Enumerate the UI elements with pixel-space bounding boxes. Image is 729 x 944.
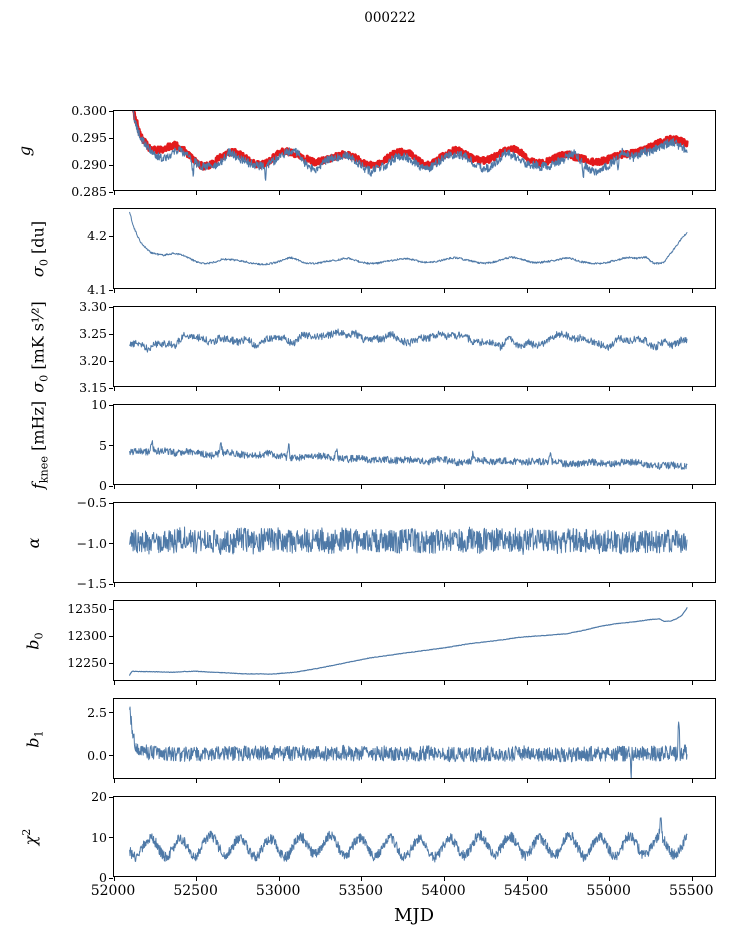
x-tick-mark: [279, 387, 280, 391]
x-tick-mark: [609, 387, 610, 391]
x-tick-label: 54000: [421, 883, 466, 899]
y-tick-label: 3.25: [79, 325, 107, 341]
y-tick-label: −1.0: [76, 535, 107, 551]
y-tick-label: 2.5: [87, 704, 107, 720]
x-tick-mark: [609, 779, 610, 783]
y-tick-label: 0.300: [71, 102, 107, 118]
y-tick-mark: [109, 712, 113, 713]
panel-2: [87, 208, 716, 297]
y-tick-mark: [109, 192, 113, 193]
x-tick-mark: [444, 779, 445, 783]
x-tick-mark: [114, 583, 115, 587]
x-tick-mark: [114, 779, 115, 783]
y-tick-mark: [109, 636, 113, 637]
panel-7: [87, 698, 716, 779]
y-tick-mark: [109, 837, 113, 838]
x-tick-mark: [361, 681, 362, 685]
y-tick-label: 3.20: [79, 352, 107, 368]
x-tick-mark: [114, 191, 115, 195]
x-tick-mark: [196, 191, 197, 195]
y-tick-mark: [109, 165, 113, 166]
series-g-blue: [130, 111, 687, 180]
x-tick-mark: [361, 485, 362, 489]
y-axis-label-4: $f_{knee}$ [mHz]: [28, 400, 51, 489]
x-tick-mark: [196, 485, 197, 489]
x-tick-label: 53000: [255, 883, 301, 899]
x-tick-mark: [692, 583, 693, 587]
y-tick-mark: [109, 405, 113, 406]
series-b0: [130, 608, 687, 675]
x-tick-mark: [279, 877, 280, 881]
x-tick-mark: [114, 877, 115, 881]
x-tick-label: 54500: [503, 883, 549, 899]
x-tick-mark: [444, 681, 445, 685]
figure-title: 000222: [364, 10, 416, 26]
x-tick-mark: [361, 877, 362, 881]
y-tick-mark: [109, 878, 113, 879]
x-tick-mark: [692, 191, 693, 195]
x-tick-mark: [609, 485, 610, 489]
series-fknee: [130, 441, 687, 470]
y-axis-label-1: g: [15, 145, 34, 156]
y-tick-mark: [109, 138, 113, 139]
x-tick-mark: [114, 387, 115, 391]
x-tick-mark: [527, 681, 528, 685]
x-tick-mark: [279, 583, 280, 587]
x-tick-mark: [527, 485, 528, 489]
panel-8: [91, 788, 716, 885]
x-axis-label: MJD: [393, 905, 435, 926]
x-tick-mark: [527, 877, 528, 881]
series-chi2: [130, 818, 687, 862]
x-tick-mark: [196, 387, 197, 391]
panel-4: [91, 396, 716, 493]
y-tick-label: −0.5: [76, 494, 107, 510]
x-tick-label: 55500: [668, 883, 714, 899]
x-tick-mark: [196, 583, 197, 587]
y-tick-label: 4.1: [87, 281, 107, 297]
x-tick-mark: [692, 779, 693, 783]
x-tick-mark: [361, 779, 362, 783]
y-tick-label: 0.295: [71, 129, 107, 145]
x-tick-mark: [279, 681, 280, 685]
x-tick-mark: [361, 191, 362, 195]
y-tick-mark: [109, 609, 113, 610]
x-tick-mark: [361, 289, 362, 293]
y-tick-label: 20: [91, 788, 107, 804]
series-sigma0-mks: [130, 329, 687, 352]
y-tick-label: 0.0: [87, 747, 107, 763]
x-tick-mark: [527, 583, 528, 587]
x-tick-mark: [527, 779, 528, 783]
y-tick-label: 12300: [67, 627, 107, 643]
panel-6: [67, 600, 716, 681]
x-tick-mark: [361, 583, 362, 587]
y-tick-label: 12350: [67, 600, 107, 616]
x-tick-mark: [444, 583, 445, 587]
x-tick-mark: [114, 485, 115, 489]
panel-5: [76, 494, 716, 591]
x-tick-mark: [196, 681, 197, 685]
y-tick-label: 0: [99, 869, 107, 885]
x-tick-mark: [196, 289, 197, 293]
x-tick-mark: [279, 779, 280, 783]
y-tick-mark: [109, 584, 113, 585]
y-tick-mark: [109, 663, 113, 664]
x-tick-mark: [196, 779, 197, 783]
x-tick-mark: [279, 485, 280, 489]
y-tick-mark: [109, 755, 113, 756]
x-tick-mark: [444, 289, 445, 293]
y-tick-mark: [109, 486, 113, 487]
x-tick-mark: [692, 681, 693, 685]
y-tick-label: 5: [99, 437, 107, 453]
x-tick-mark: [692, 485, 693, 489]
x-tick-mark: [692, 877, 693, 881]
x-tick-mark: [609, 583, 610, 587]
y-tick-label: 3.15: [79, 379, 107, 395]
y-tick-label: 10: [91, 829, 107, 845]
x-tick-mark: [692, 387, 693, 391]
y-tick-label: 4.2: [87, 227, 107, 243]
series-alpha: [130, 527, 687, 555]
x-tick-mark: [609, 191, 610, 195]
y-tick-mark: [109, 503, 113, 504]
y-axis-label-8: $\chi^2$: [19, 828, 41, 845]
y-axis-label-5: α: [24, 537, 43, 548]
y-axis-label-6: $b_0$: [23, 631, 46, 650]
x-tick-label: 52000: [90, 883, 136, 899]
y-tick-label: −1.5: [76, 575, 107, 591]
y-tick-label: 0.290: [71, 156, 107, 172]
x-tick-mark: [196, 877, 197, 881]
series-b1: [130, 707, 687, 778]
x-tick-mark: [609, 289, 610, 293]
y-tick-mark: [109, 236, 113, 237]
panel-3: [79, 298, 716, 395]
x-tick-mark: [361, 387, 362, 391]
y-tick-mark: [109, 797, 113, 798]
x-tick-mark: [279, 289, 280, 293]
x-tick-mark: [609, 681, 610, 685]
x-tick-mark: [444, 387, 445, 391]
x-tick-mark: [114, 681, 115, 685]
y-tick-label: 10: [91, 396, 107, 412]
y-tick-mark: [109, 334, 113, 335]
panel-1: [71, 102, 716, 199]
x-tick-mark: [527, 387, 528, 391]
y-tick-label: 0.285: [71, 183, 107, 199]
y-tick-mark: [109, 445, 113, 446]
y-tick-label: 0: [99, 477, 107, 493]
y-tick-mark: [109, 111, 113, 112]
x-tick-mark: [444, 191, 445, 195]
y-tick-mark: [109, 290, 113, 291]
y-axis-label-3: $\sigma_0$ [mK s¹⁄²]: [28, 300, 51, 393]
y-tick-label: 12250: [67, 654, 107, 670]
series-sigma0-du: [130, 212, 687, 265]
x-tick-mark: [609, 877, 610, 881]
y-tick-mark: [109, 307, 113, 308]
x-tick-mark: [444, 877, 445, 881]
x-tick-mark: [692, 289, 693, 293]
x-tick-mark: [279, 191, 280, 195]
x-tick-mark: [527, 289, 528, 293]
x-tick-mark: [114, 289, 115, 293]
y-tick-mark: [109, 388, 113, 389]
x-tick-label: 55000: [586, 883, 631, 899]
x-tick-label: 53500: [338, 883, 384, 899]
x-tick-mark: [444, 485, 445, 489]
y-axis-label-7: $b_1$: [23, 729, 46, 748]
x-tick-label: 52500: [173, 883, 218, 899]
y-tick-mark: [109, 361, 113, 362]
y-tick-label: 3.30: [79, 298, 107, 314]
x-tick-mark: [527, 191, 528, 195]
y-tick-mark: [109, 543, 113, 544]
y-axis-label-2: $\sigma_0$ [du]: [28, 220, 51, 277]
